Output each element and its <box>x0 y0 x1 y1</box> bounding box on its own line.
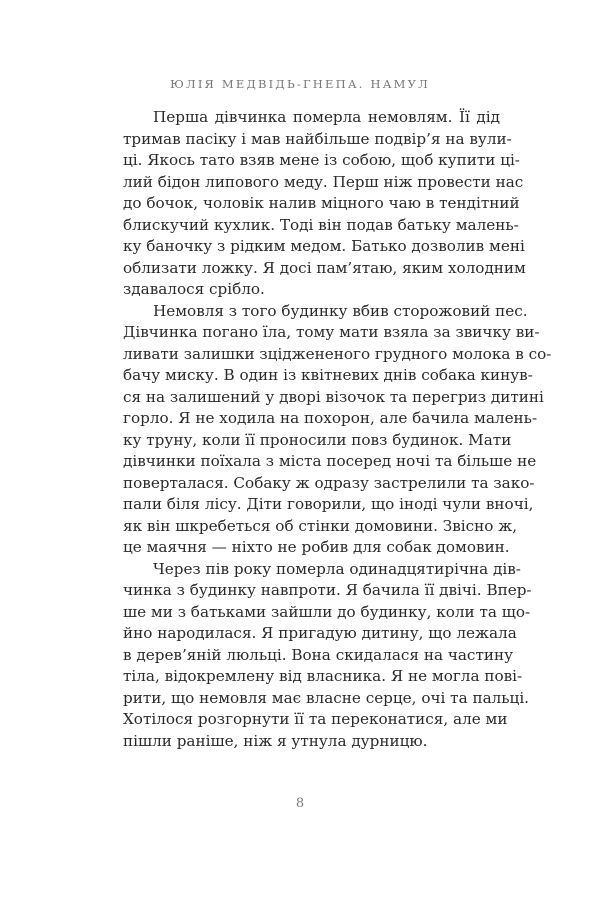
text-line: до бочок, чоловік налив міцного чаю в тендітний <box>123 194 520 212</box>
text-line: рити, що немовля має власне серце, очі та пальці. <box>123 688 530 707</box>
text-line: ливати залишки зціджененого грудного молока в со- <box>123 344 552 363</box>
text-line: Немовля з того будинку вбив сторожовий пес. <box>153 301 528 320</box>
text-line: пішли раніше, ніж я утнула дурницю. <box>123 731 428 750</box>
text-line: це маячня — ніхто не робив для собак домовин. <box>123 538 510 556</box>
body-text <box>123 107 552 752</box>
text-line: Через пів року померла одинадцятирічна дів- <box>153 559 521 578</box>
text-line: поверталася. Собаку ж одразу застрелили та зако- <box>123 473 535 492</box>
text-line: Дівчинка погано їла, тому мати взяла за звичку ви- <box>123 323 540 341</box>
text-line: як він шкребеться об стінки домовини. Звісно ж, <box>123 516 518 535</box>
paragraph <box>123 559 532 753</box>
page-number: 8 <box>295 796 305 811</box>
text-line: Перша дівчинка померла немовлям. Її дід <box>153 108 500 126</box>
text-line: ці. Якось тато взяв мене із собою, щоб купити ці- <box>123 151 520 169</box>
text-line: пали біля лісу. Діти говорили, що іноді чули вночі, <box>123 495 534 513</box>
paragraph <box>123 107 526 301</box>
text-line: чинка з будинку навпроти. Я бачила її двічі. Впер- <box>123 581 532 599</box>
text-line: тримав пасіку і мав найбільше подвір’я на вули- <box>123 129 512 148</box>
text-line: дівчинки поїхала з міста посеред ночі та більше не <box>123 452 537 470</box>
text-line: йно народилася. Я пригадую дитину, що лежала <box>123 624 517 642</box>
text-line: бачу миску. В один із квітневих днів собака кинув- <box>123 366 533 384</box>
paragraph <box>123 301 552 559</box>
text-line: тіла, відокремлену від власника. Я не могла пові- <box>123 667 523 685</box>
text-line: лий бідон липового меду. Перш ніж провести нас <box>123 172 524 191</box>
text-line: ку баночку з рідким медом. Батько дозволив мені <box>123 237 525 255</box>
text-line: ся на залишений у дворі візочок та перегриз дитині <box>123 387 544 406</box>
text-line: здавалося срібло. <box>123 280 265 298</box>
text-line: блискучий кухлик. Тоді він подав батьку малень- <box>123 215 519 234</box>
text-line: ше ми з батьками зайшли до будинку, коли та що- <box>123 602 531 621</box>
text-line: Хотілося розгорнути її та переконатися, але ми <box>123 710 508 728</box>
text-line: в дерев’яній люльці. Вона скидалася на частину <box>123 645 514 664</box>
text-line: ку труну, коли її проносили повз будинок. Мати <box>123 430 512 449</box>
text-line: облизати ложку. Я досі пам’ятаю, яким холодним <box>123 258 526 277</box>
text-line: горло. Я не ходила на похорон, але бачила малень- <box>123 409 538 427</box>
running-header: ЮЛІЯ МЕДВІДЬ-ГНЕПА. НАМУЛ <box>170 77 430 91</box>
